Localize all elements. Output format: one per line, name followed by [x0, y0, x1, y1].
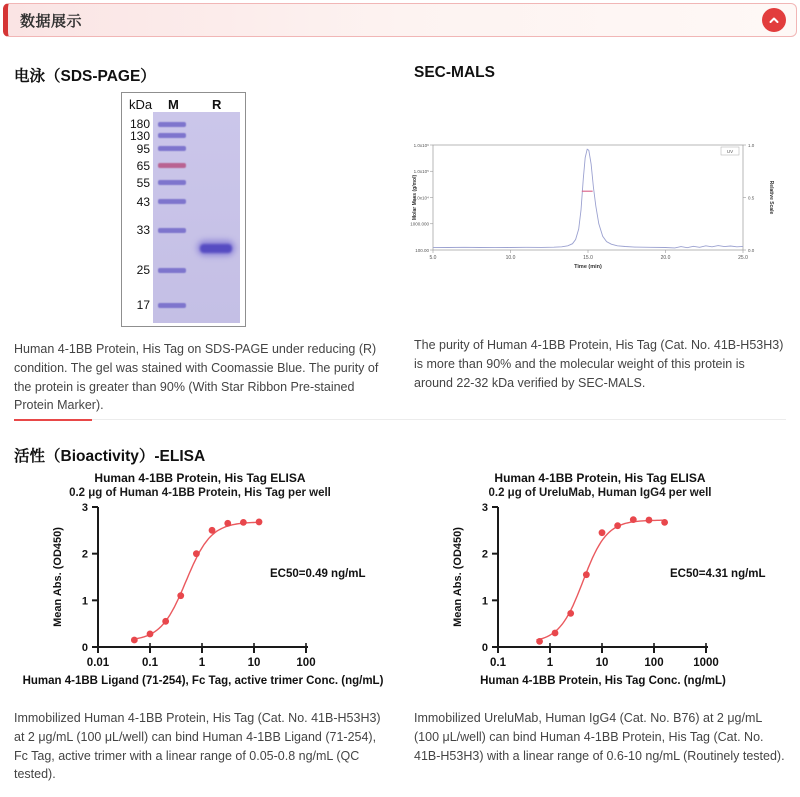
data-point — [661, 519, 668, 526]
data-point — [256, 519, 263, 526]
data-point — [552, 630, 559, 637]
elisa-left-chart — [14, 499, 404, 691]
x-tick-label: 1 — [546, 657, 554, 669]
elisa-ylabel: Mean Abs. (OD450) — [452, 527, 464, 627]
secmals-ylabel-right: Relative Scale — [768, 180, 774, 215]
section-title: 数据展示 — [20, 12, 83, 30]
molar-mass-tick-label: 1000.000 — [410, 221, 429, 227]
gel-ladder-band — [158, 228, 186, 233]
elisa-right-title: Human 4-1BB Protein, His Tag ELISA — [494, 471, 706, 485]
secmals-caption: The purity of Human 4-1BB Protein, His Tag (Cat. No. 41B-H53H3) is more than 90% and the molecular weight of this protein is around 22-32 kDa verified by SEC-MALS. — [414, 338, 784, 390]
x-tick-label: 1 — [198, 657, 206, 669]
x-tick-label: 1000 — [693, 657, 719, 669]
gel-kda-label: 17 — [136, 298, 150, 313]
gel-kda-label: 65 — [136, 158, 150, 173]
divider-accent — [14, 419, 92, 421]
relative-scale-tick-label: 0.5 — [748, 195, 755, 201]
gel-ladder-band — [158, 303, 186, 308]
elisa-left-column — [0, 466, 400, 784]
time-tick-label: 20.0 — [660, 255, 671, 261]
time-tick-label: 10.0 — [505, 255, 516, 261]
x-tick-label: 10 — [595, 657, 609, 669]
gel-ladder-band — [158, 180, 186, 185]
elisa-heading: 活性（Bioactivity）-ELISA — [14, 448, 206, 465]
elisa-right-chart — [414, 499, 800, 691]
y-tick-label: 2 — [81, 548, 88, 561]
relative-scale-tick-label: 1.0 — [748, 142, 755, 148]
collapse-button[interactable] — [762, 8, 786, 32]
data-point — [536, 638, 543, 645]
time-tick-label: 15.0 — [583, 255, 593, 261]
elisa-right-column — [400, 466, 800, 784]
y-tick-label: 3 — [481, 502, 488, 514]
elisa-xlabel: Human 4-1BB Protein, His Tag Conc. (ng/mL) — [480, 675, 726, 687]
elisa-left-title: Human 4-1BB Protein, His Tag ELISA — [94, 471, 306, 485]
y-tick-label: 0 — [81, 642, 88, 654]
elisa-xlabel: Human 4-1BB Ligand (71-254), Fc Tag, active trimer Conc. (ng/mL) — [22, 675, 384, 687]
gel-sample-band — [200, 244, 232, 253]
molar-mass-tick-label: 100.00 — [415, 247, 429, 253]
uv-curve — [433, 149, 743, 248]
sds-page-heading: 电泳（SDS-PAGE） — [14, 68, 156, 85]
fit-curve — [536, 520, 665, 640]
ec50-annotation: EC50=0.49 ng/mL — [270, 568, 366, 580]
y-tick-label: 2 — [481, 548, 488, 561]
x-tick-label: 0.01 — [86, 657, 110, 669]
data-point — [147, 631, 154, 638]
secmals-ylabel: Molar Mass (g/mol) — [412, 174, 418, 221]
gel-strip — [153, 112, 240, 323]
data-point — [583, 571, 590, 578]
data-point — [614, 522, 621, 529]
molar-mass-tick-label: 1.0x10⁴ — [413, 195, 429, 201]
secmals-figure-area — [410, 82, 786, 336]
time-tick-label: 5.0 — [429, 255, 437, 261]
gel-kda-label: 55 — [136, 175, 150, 190]
sds-page-figure-area — [14, 86, 386, 340]
x-tick-label: 0.1 — [490, 657, 506, 669]
data-point — [630, 516, 637, 523]
x-tick-label: 10 — [247, 657, 261, 669]
data-point — [209, 527, 216, 534]
elisa-right-subtitle: 0.2 μg of UreluMab, Human IgG4 per well — [488, 487, 712, 499]
gel-lane-r-label: R — [212, 97, 222, 112]
sds-page-gel-image — [121, 92, 246, 327]
data-point — [131, 637, 138, 644]
molar-mass-tick-label: 1.0x10⁶ — [413, 142, 429, 148]
y-tick-label: 3 — [81, 502, 88, 514]
gel-kda-label: 180 — [129, 117, 150, 132]
gel-ladder-band — [158, 122, 186, 127]
elisa-left-subtitle: 0.2 μg of Human 4-1BB Protein, His Tag per well — [69, 487, 331, 499]
gel-kda-label: 43 — [136, 194, 150, 209]
gel-ladder-band — [158, 163, 186, 168]
ec50-annotation: EC50=4.31 ng/mL — [670, 568, 766, 580]
y-tick-label: 1 — [481, 595, 488, 608]
section-divider — [14, 419, 786, 420]
gel-unit-label: kDa — [129, 97, 153, 112]
fit-curve — [131, 522, 260, 639]
data-point — [646, 517, 653, 524]
data-point — [193, 550, 200, 557]
x-tick-label: 0.1 — [142, 657, 158, 669]
molar-mass-tick-label: 1.0x10⁵ — [413, 169, 429, 175]
sds-page-caption: Human 4-1BB Protein, His Tag on SDS-PAGE under reducing (R) condition. The gel was stained with Coomassie Blue. The purity of the protein is greater than 90% (With Star Ribbon Pre-stained Protein Marker). — [14, 342, 379, 413]
data-point — [567, 610, 574, 617]
gel-ladder-band — [158, 199, 186, 204]
gel-ladder-band — [158, 146, 186, 151]
elisa-ylabel: Mean Abs. (OD450) — [52, 527, 64, 627]
secmals-heading: SEC-MALS — [414, 64, 495, 81]
gel-kda-label: 95 — [136, 141, 150, 156]
secmals-column — [400, 40, 800, 415]
data-point — [240, 519, 247, 526]
legend-uv-label: UV — [726, 148, 734, 154]
gel-lane-m-label: M — [168, 97, 179, 112]
gel-ladder-band — [158, 133, 186, 138]
sds-page-column — [0, 40, 400, 415]
y-tick-label: 1 — [81, 595, 88, 608]
row-elisa — [0, 466, 800, 784]
x-tick-label: 100 — [296, 657, 316, 669]
y-tick-label: 0 — [481, 642, 488, 654]
data-point — [162, 618, 169, 625]
plot-frame — [433, 145, 743, 250]
time-tick-label: 25.0 — [738, 255, 748, 261]
chevron-up-icon — [767, 13, 781, 27]
gel-kda-label: 33 — [136, 223, 150, 238]
row-electrophoresis-secmals — [0, 40, 800, 415]
x-tick-label: 100 — [644, 657, 664, 669]
relative-scale-tick-label: 0.0 — [748, 247, 755, 253]
elisa-left-caption: Immobilized Human 4-1BB Protein, His Tag (Cat. No. 41B-H53H3) at 2 μg/mL (100 μL/well) can bind Human 4-1BB Ligand (71-254), Fc Tag, active trimer with a linear range of 0.05-0.8 ng/mL (QC tested). — [14, 711, 381, 782]
elisa-right-caption: Immobilized UreluMab, Human IgG4 (Cat. No. B76) at 2 μg/mL (100 μL/well) can bind Human 4-1BB Protein, His Tag (Cat. No. 41B-H53H3) with a linear range of 0.6-10 ng/mL (Routinely tested). — [414, 711, 785, 763]
secmals-xlabel: Time (min) — [574, 264, 602, 270]
gel-kda-label: 25 — [136, 263, 150, 278]
secmals-chart — [406, 138, 781, 273]
gel-ladder-band — [158, 268, 186, 273]
data-point — [599, 529, 606, 536]
section-header — [3, 3, 797, 37]
data-point — [224, 520, 231, 527]
gel-kda-label: 130 — [129, 128, 150, 143]
data-point — [177, 592, 184, 599]
